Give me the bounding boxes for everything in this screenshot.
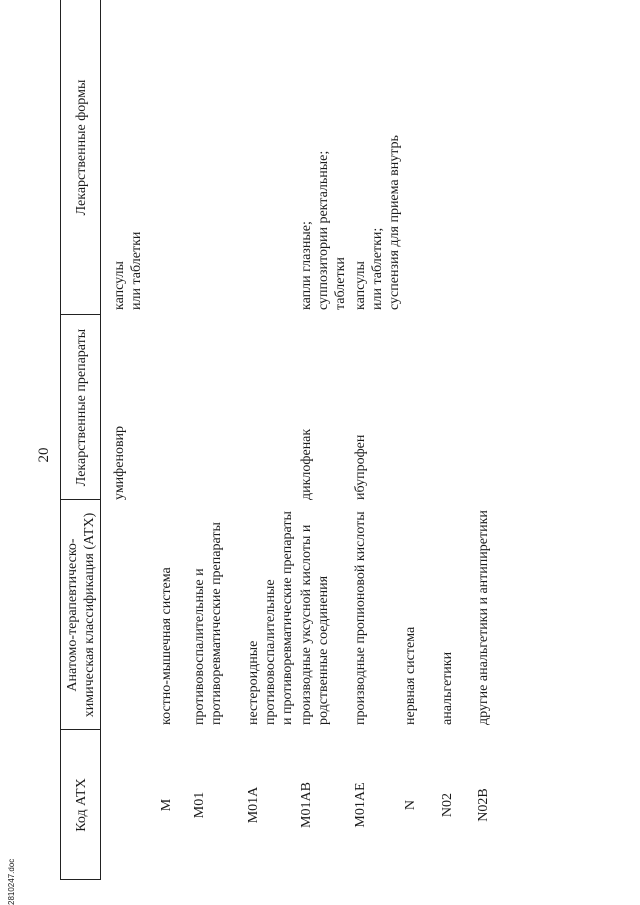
cell-code <box>439 745 456 865</box>
cell-line: противовоспалительные и <box>192 568 207 725</box>
cell-classification <box>158 505 175 725</box>
cell-code <box>158 745 175 865</box>
header-bottom-border <box>100 0 101 880</box>
page-number: 20 <box>36 447 52 463</box>
cell-line: M <box>159 798 174 812</box>
cell-classification <box>245 505 296 725</box>
cell-line: и противоревматические препараты <box>280 511 295 725</box>
cell-drug <box>298 320 315 500</box>
cell-line: нестероидные противовоспалительные <box>246 579 278 725</box>
cell-line: костно-мышечная система <box>159 567 174 725</box>
header-code: Код АТХ <box>73 778 89 832</box>
header-classification: Анатомо-терапевтическо-химическая классификация (АТХ) <box>65 512 97 718</box>
cell-forms <box>298 0 349 310</box>
cell-line: капли глазные; <box>299 221 314 310</box>
cell-line: родственные соединения <box>316 575 331 725</box>
cell-code <box>352 745 369 865</box>
cell-classification <box>439 505 456 725</box>
cell-code <box>191 745 208 865</box>
cell-classification <box>475 505 492 725</box>
cell-forms <box>352 0 403 310</box>
cell-drug <box>352 320 369 500</box>
cell-line: анальгетики <box>440 651 455 725</box>
cell-line: капсулы <box>112 261 127 310</box>
header-forms: Лекарственные формы <box>73 79 89 216</box>
cell-line: умифеновир <box>112 425 127 500</box>
cell-line: противоревматические препараты <box>209 522 224 725</box>
cell-line: диклофенак <box>299 428 314 500</box>
cell-classification <box>352 505 369 725</box>
cell-line: или таблетки <box>129 231 144 310</box>
cell-line: N02 <box>440 792 455 818</box>
cell-line: M01AE <box>353 782 368 828</box>
cell-line: M01A <box>246 786 261 824</box>
cell-line: таблетки <box>333 257 348 310</box>
cell-line: M01 <box>192 791 207 819</box>
footer-filename: 2810247.doc <box>7 858 16 905</box>
cell-classification <box>191 505 225 725</box>
cell-forms <box>111 0 145 310</box>
cell-line: суппозитории ректальные; <box>316 150 331 310</box>
cell-line: N <box>403 799 418 811</box>
cell-line: M01AB <box>299 782 314 828</box>
cell-line: N02B <box>476 788 491 822</box>
cell-line: капсулы <box>353 261 368 310</box>
cell-line: суспензия для приема внутрь <box>387 135 402 310</box>
cell-line: производные пропионовой кислоты <box>353 511 368 725</box>
cell-line: другие анальгетики и антипиретики <box>476 510 491 725</box>
table-top-border <box>60 0 61 880</box>
cell-line: нервная система <box>403 626 418 725</box>
cell-line: или таблетки; <box>370 227 385 310</box>
cell-classification <box>402 505 419 725</box>
header-drugs: Лекарственные препараты <box>73 328 89 487</box>
cell-drug <box>111 320 128 500</box>
cell-line: ибупрофен <box>353 434 368 500</box>
cell-code <box>475 745 492 865</box>
cell-classification <box>298 505 332 725</box>
cell-code <box>402 745 419 865</box>
cell-line: производные уксусной кислоты и <box>299 524 314 725</box>
cell-code <box>298 745 315 865</box>
cell-code <box>245 745 262 865</box>
